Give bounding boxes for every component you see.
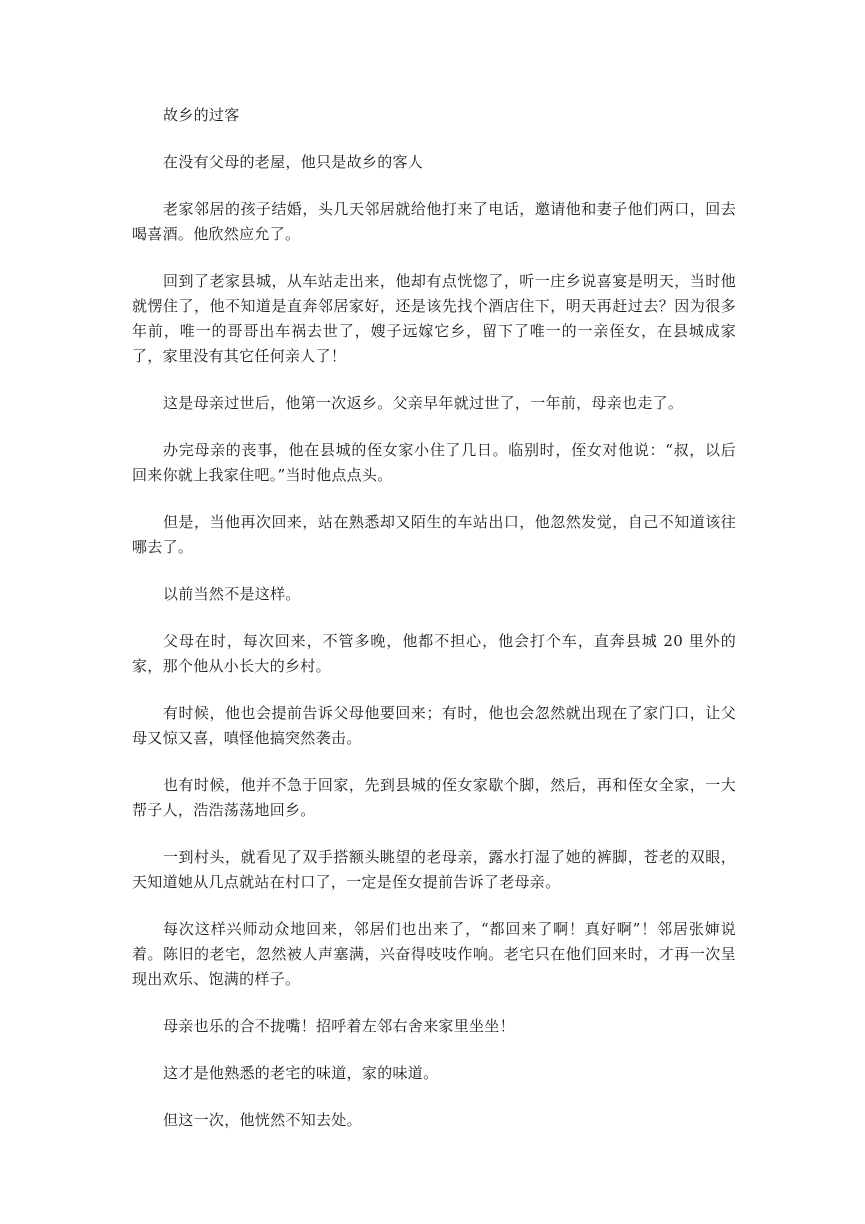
paragraph: 这是母亲过世后，他第一次返乡。父亲早年就过世了，一年前，母亲也走了。	[163, 394, 684, 412]
paragraph: 以前当然不是这样。	[163, 585, 301, 603]
paragraph: 父母在时，每次回来，不管多晚，他都不担心，他会打个车，直奔县城 20 里外的家，那个他从小长大的乡村。	[132, 632, 736, 675]
paragraph: 也有时候，他并不急于回家，先到县城的侄女家歇个脚，然后，再和侄女全家，一大帮子人，浩浩荡荡地回乡。	[132, 776, 736, 819]
paragraph: 回到了老家县城，从车站走出来，他却有点恍惚了，听一庄乡说喜宴是明天，当时他就愣住了，他不知道是直奔邻居家好，还是该先找个酒店住下，明天再赶过去？因为很多年前，唯一的哥哥出车祸去世了，嫂子远嫁它乡，留下了唯一的一亲侄女，在县城成家了，家里没有其它任何亲人了！	[132, 272, 736, 365]
paragraph: 办完母亲的丧事，他在县城的侄女家小住了几日。临别时，侄女对他说：“叔，以后回来你就上我家住吧。”当时他点点头。	[132, 441, 736, 484]
paragraph: 母亲也乐的合不拢嘴！招呼着左邻右舍来家里坐坐！	[163, 1017, 515, 1035]
paragraph: 一到村头，就看见了双手搭额头眺望的老母亲，露水打湿了她的裤脚，苍老的双眼，天知道她从几点就站在村口了，一定是侄女提前告诉了老母亲。	[132, 848, 736, 891]
article-body	[132, 103, 736, 1155]
paragraph: 老家邻居的孩子结婚，头几天邻居就给他打来了电话，邀请他和妻子他们两口，回去喝喜酒。他欣然应允了。	[132, 200, 736, 243]
article-subtitle: 在没有父母的老屋，他只是故乡的客人	[163, 153, 424, 171]
article-title: 故乡的过客	[163, 106, 240, 124]
paragraph: 但是，当他再次回来，站在熟悉却又陌生的车站出口，他忽然发觉，自己不知道该往哪去了。	[132, 513, 736, 556]
paragraph: 有时候，他也会提前告诉父母他要回来；有时，他也会忽然就出现在了家门口，让父母又惊又喜，嗔怪他搞突然袭击。	[132, 704, 736, 747]
paragraph: 每次这样兴师动众地回来，邻居们也出来了，“都回来了啊！真好啊”！邻居张婶说着。陈旧的老宅，忽然被人声塞满，兴奋得吱吱作响。老宅只在他们回来时，才再一次呈现出欢乐、饱满的样子。	[132, 920, 736, 988]
paragraph: 这才是他熟悉的老宅的味道，家的味道。	[163, 1064, 439, 1082]
paragraph: 但这一次，他恍然不知去处。	[163, 1111, 362, 1129]
